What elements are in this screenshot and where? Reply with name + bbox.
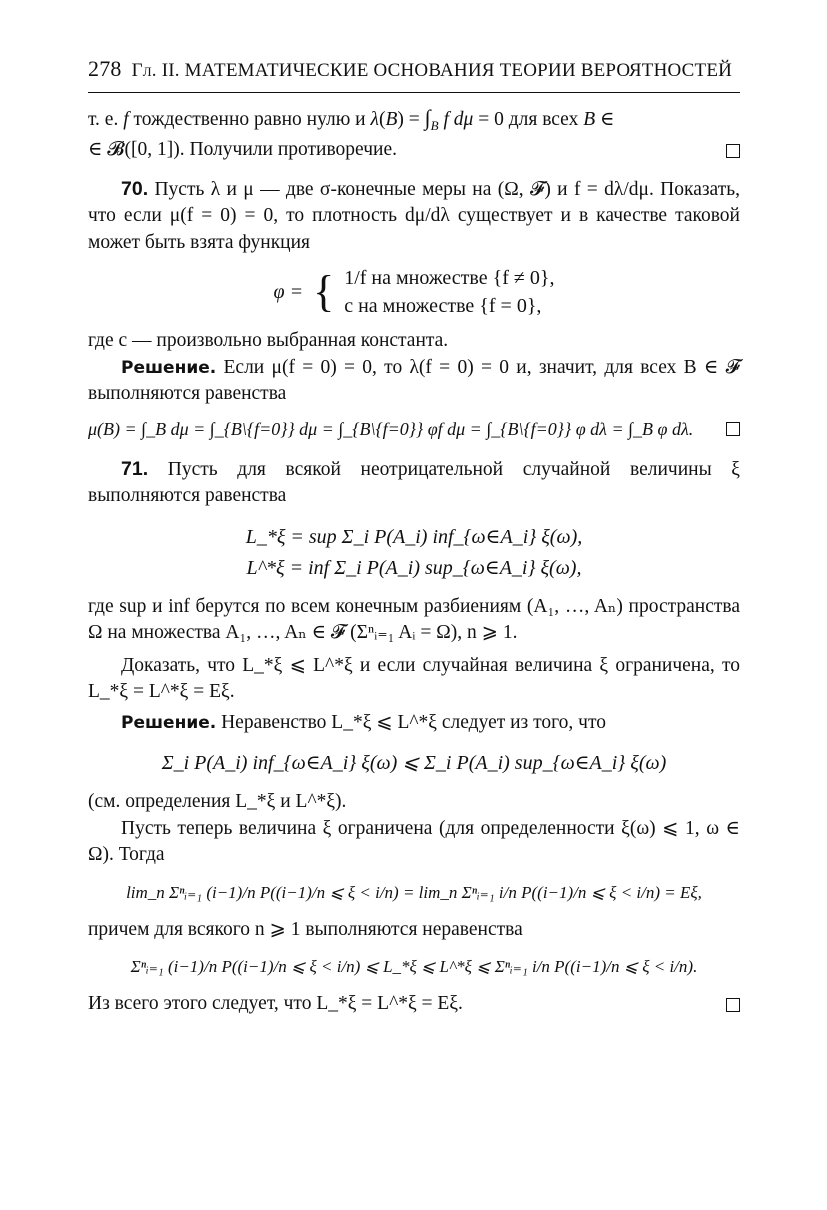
- problem-71-definitions-ref: (см. определения L_*ξ и L^*ξ).: [88, 791, 347, 813]
- problem-70-phi-formula: φ = { 1/f на множестве {f ≠ 0}, c на множестве {f = 0},: [88, 264, 740, 320]
- qed-box: [726, 144, 740, 158]
- problem-71-number: 71.: [121, 457, 149, 480]
- page: [88, 56, 740, 1018]
- problem-71-partition-note: где sup и inf берутся по всем конечным разбиениям (A₁, …, Aₙ) пространства Ω на множества A₁, …, Aₙ ∈ 𝓕 (Σⁿᵢ₌₁ Aᵢ = Ω), n ⩾ 1.: [88, 595, 740, 644]
- bounds-formula: Σⁿᵢ₌₁ (i−1)/n P((i−1)/n ⩽ ξ < i/n) ⩽ L_*ξ ⩽ L^*ξ ⩽ Σⁿᵢ₌₁ i/n P((i−1)/n ⩽ ξ < i/n).: [130, 957, 698, 977]
- solution-label: Решение.: [121, 357, 217, 378]
- problem-71-conclusion: Из всего этого следует, что L_*ξ = L^*ξ = Eξ.: [88, 991, 740, 1018]
- problem-71-statement: [88, 456, 740, 510]
- problem-70-solution: [88, 355, 740, 408]
- qed-box: [726, 998, 740, 1012]
- lower-integral-formula: L_*ξ = sup Σ_i P(A_i) inf_{ω∈A_i} ξ(ω),: [245, 525, 583, 548]
- problem-70-statement: [88, 176, 740, 257]
- problem-70-solution-formula: μ(B) = ∫_B dμ = ∫_{B\{f=0}} dμ = ∫_{B\{f=0}} φf dμ = ∫_{B\{f=0}} φ dλ = ∫_B φ dλ.: [88, 412, 740, 446]
- problem-71-inequalities-intro: причем для всякого n ⩾ 1 выполняются неравенства: [88, 918, 523, 940]
- problem-71: [88, 456, 740, 1018]
- problem-70-number: 70.: [121, 177, 149, 200]
- paragraph-conclusion: [88, 105, 740, 164]
- running-title: Гл. II. МАТЕМАТИЧЕСКИЕ ОСНОВАНИЯ ТЕОРИИ ВЕРОЯТНОСТЕЙ: [131, 60, 733, 81]
- problem-71-text: Пусть для всякой неотрицательной случайной величины ξ выполняются равенства: [88, 458, 741, 507]
- problem-70: [88, 176, 740, 446]
- problem-70-text: Пусть λ и μ — две σ-конечные меры на (Ω, 𝓕) и f = dλ/dμ. Показать, что если μ(f = 0) = 0, то плотность dμ/dλ существует и в качестве таковой может быть взята функция: [88, 178, 740, 253]
- problem-71-bounded-case: Пусть теперь величина ξ ограничена (для определенности ξ(ω) ⩽ 1, ω ∈ Ω). Тогда: [88, 817, 740, 866]
- para1-line1: т. е. f тождественно равно нулю и $\lambda(B) = \int_B$ f dμ = 0 для всех B ∈: [88, 105, 615, 133]
- upper-integral-formula: L^*ξ = inf Σ_i P(A_i) sup_{ω∈A_i} ξ(ω),: [246, 556, 582, 579]
- phi-case-1: 1/f на множестве {f ≠ 0},: [344, 267, 555, 290]
- inf-sup-inequality: Σ_i P(A_i) inf_{ω∈A_i} ξ(ω) ⩽ Σ_i P(A_i) sup_{ω∈A_i} ξ(ω): [161, 752, 667, 775]
- page-number: 278: [88, 56, 122, 81]
- problem-71-solution-text: Неравенство L_*ξ ⩽ L^*ξ следует из того, что: [221, 711, 606, 733]
- phi-case-2: c на множестве {f = 0},: [344, 295, 542, 318]
- problem-70-solution-text: Если μ(f = 0) = 0, то λ(f = 0) = 0 и, значит, для всех B ∈ 𝓕 выполняются равенства: [88, 356, 740, 405]
- solution-label: Решение.: [121, 712, 217, 733]
- problem-70-constant-note: где c — произвольно выбранная константа.: [88, 330, 449, 352]
- problem-71-task: Доказать, что L_*ξ ⩽ L^*ξ и если случайная величина ξ ограничена, то L_*ξ = L^*ξ = Eξ.: [88, 654, 740, 703]
- para1-line2: ∈ 𝓑([0, 1]). Получили противоречие.: [88, 137, 740, 164]
- qed-box: [726, 422, 740, 436]
- problem-71-solution: [88, 710, 740, 737]
- running-header: [88, 56, 740, 93]
- limit-formula: lim_n Σⁿᵢ₌₁ (i−1)/n P((i−1)/n ⩽ ξ < i/n) = lim_n Σⁿᵢ₌₁ i/n P((i−1)/n ⩽ ξ < i/n) = Eξ,: [126, 882, 702, 902]
